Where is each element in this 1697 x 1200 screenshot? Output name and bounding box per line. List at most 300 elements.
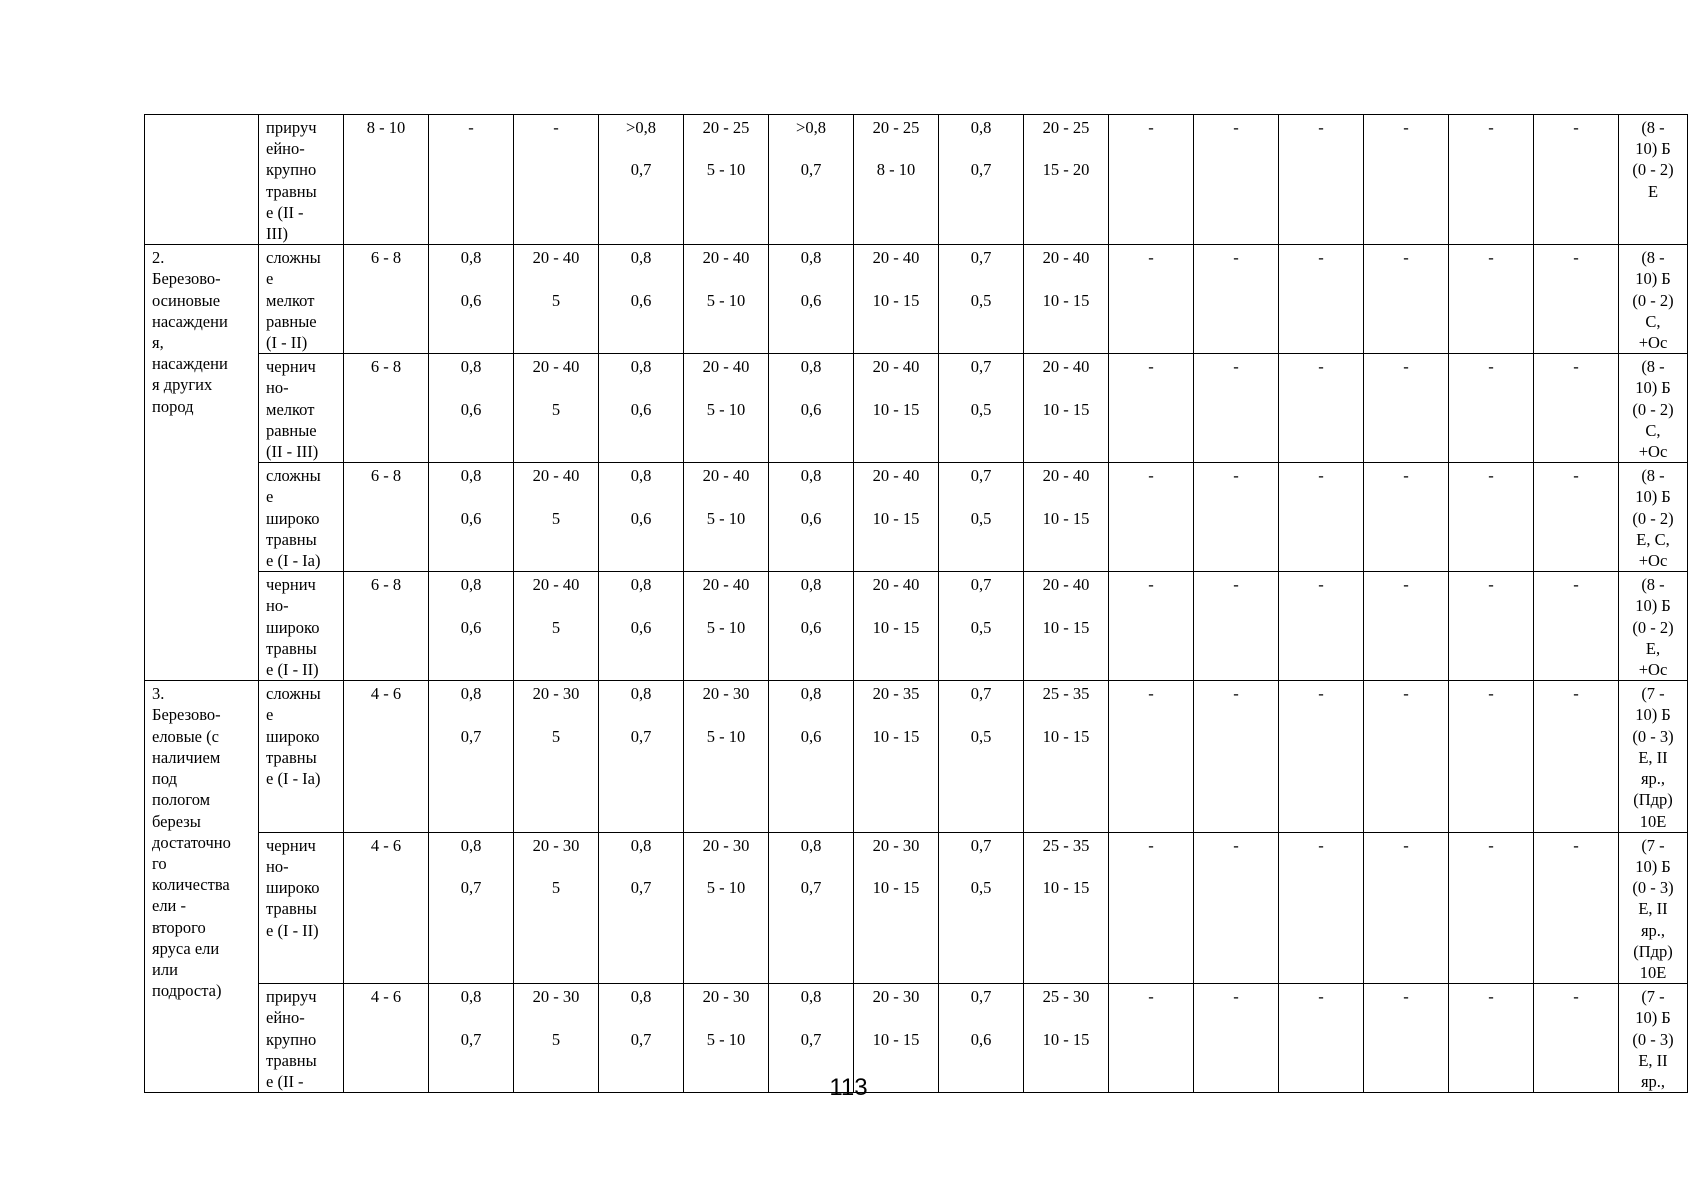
composition-line: Е, [1645, 638, 1661, 658]
value-text: 0,7 [970, 684, 992, 704]
composition-line: +Ос [1638, 551, 1668, 571]
composition-line: яр., [1640, 1071, 1666, 1091]
stand-group-line: яруса ели [152, 938, 220, 958]
value-cell-c7 [684, 463, 769, 572]
dash-text: - [1403, 118, 1409, 137]
value-cell-c4 [429, 245, 514, 354]
composition-line: 10) Б [1635, 705, 1671, 725]
value-text: 0,8 [630, 466, 652, 486]
forest-type-line: но- [266, 378, 289, 398]
composition-line: (0 - 2) [1632, 508, 1674, 528]
value-text: 20 - 30 [702, 987, 750, 1007]
composition-line: (7 - [1641, 835, 1665, 855]
value-text: 0,8 [800, 466, 822, 486]
value-text: 20 - 40 [532, 575, 580, 595]
composition-line: 10) Б [1635, 856, 1671, 876]
value-text: 0,6 [630, 508, 652, 528]
forest-type-line: прируч [266, 987, 317, 1007]
value-cell-c3 [344, 115, 429, 245]
dash-text: - [1403, 684, 1409, 704]
value-cell-c5 [514, 245, 599, 354]
composition-line: Е [1647, 181, 1659, 201]
stand-group-line: пород [152, 396, 194, 416]
dash-text: - [1488, 248, 1494, 268]
dash-text: - [1403, 466, 1409, 486]
value-cell-c6 [599, 245, 684, 354]
forest-type-line: равные [266, 420, 317, 440]
value-cell-c11 [1024, 463, 1109, 572]
empty-value-cell [1449, 832, 1534, 983]
value-text: 0,5 [970, 399, 992, 419]
forest-type-line: широко [266, 617, 320, 637]
composition-line: (0 - 2) [1632, 617, 1674, 637]
dash-text: - [1573, 684, 1579, 704]
empty-value-cell [1449, 681, 1534, 832]
stand-group-line: насаждени [152, 311, 228, 331]
value-cell-c3 [344, 832, 429, 983]
forest-type-cell [259, 115, 344, 245]
value-text: 20 - 40 [1042, 575, 1090, 595]
forest-type-line: прируч [266, 118, 317, 137]
value-text: 0,8 [460, 835, 482, 855]
table-row [145, 463, 1688, 572]
page-number: 113 [829, 1074, 868, 1101]
dash-text: - [1233, 118, 1239, 137]
value-text: 10 - 15 [1042, 617, 1090, 637]
forest-stand-table [144, 114, 1688, 1093]
forest-type-line: чернич [266, 575, 316, 595]
stand-group-cell [145, 245, 259, 681]
value-text: 0,5 [970, 726, 992, 746]
empty-value-cell [1194, 681, 1279, 832]
stand-group-line: 3. [152, 684, 165, 704]
value-text: 20 - 30 [872, 987, 920, 1007]
empty-value-cell [1364, 832, 1449, 983]
value-cell-c4 [429, 115, 514, 245]
value-text: 10 - 15 [872, 1029, 920, 1049]
empty-value-cell [1449, 463, 1534, 572]
stand-group-line: я других [152, 375, 213, 395]
value-text: 20 - 25 [1042, 118, 1090, 137]
value-text: 10 - 15 [872, 726, 920, 746]
value-text: 10 - 15 [1042, 1029, 1090, 1049]
value-text: 10 - 15 [1042, 878, 1090, 898]
composition-line: 10) Б [1635, 596, 1671, 616]
value-text: 0,6 [460, 290, 482, 310]
empty-value-cell [1279, 354, 1364, 463]
value-text: 10 - 15 [872, 878, 920, 898]
value-cell-c11 [1024, 681, 1109, 832]
composition-line: (0 - 3) [1632, 726, 1674, 746]
value-cell-c9 [854, 572, 939, 681]
value-cell-c4 [429, 354, 514, 463]
value-cell-c4 [429, 572, 514, 681]
forest-type-line: широко [266, 726, 320, 746]
value-text: 0,7 [970, 575, 992, 595]
value-cell-c6 [599, 572, 684, 681]
stand-group-cell-empty [145, 115, 259, 245]
value-text: 5 - 10 [706, 160, 746, 180]
forest-type-line: е (I - II) [266, 920, 319, 940]
forest-type-cell [259, 463, 344, 572]
value-text: 0,8 [630, 835, 652, 855]
composition-line: (8 - [1641, 575, 1665, 595]
value-text: 20 - 30 [702, 684, 750, 704]
empty-value-cell [1534, 572, 1619, 681]
composition-line: (0 - 3) [1632, 1029, 1674, 1049]
empty-value-cell [1364, 115, 1449, 245]
dash-text: - [1488, 357, 1494, 377]
forest-type-line: крупно [266, 160, 317, 180]
value-text: 0,7 [460, 1029, 482, 1049]
dash-text: - [1148, 575, 1154, 595]
dash-text: - [1488, 118, 1494, 137]
dash-text: - [1233, 248, 1239, 268]
dash-text: - [1488, 835, 1494, 855]
value-cell-c9 [854, 245, 939, 354]
value-text: 5 [551, 726, 561, 746]
empty-value-cell [1109, 832, 1194, 983]
forest-type-cell [259, 245, 344, 354]
composition-line: С, [1645, 420, 1661, 440]
composition-line: 10Е [1639, 811, 1667, 831]
empty-value-cell [1109, 354, 1194, 463]
value-cell-c9 [854, 463, 939, 572]
empty-value-cell [1109, 245, 1194, 354]
value-cell-c11 [1024, 115, 1109, 245]
dash-text: - [1148, 118, 1154, 137]
value-text: 0,8 [630, 987, 652, 1007]
empty-value-cell [1194, 463, 1279, 572]
composition-line: (0 - 2) [1632, 290, 1674, 310]
forest-type-cell [259, 572, 344, 681]
value-text: 5 [551, 1029, 561, 1049]
value-cell-c8 [769, 115, 854, 245]
forest-type-line: травны [266, 1050, 317, 1070]
forest-type-line: сложны [266, 248, 321, 268]
value-text: 20 - 40 [872, 248, 920, 268]
value-cell-c9 [854, 115, 939, 245]
composition-cell [1619, 245, 1688, 354]
value-cell-c5 [514, 832, 599, 983]
dash-text: - [1233, 987, 1239, 1007]
stand-group-line: достаточно [152, 832, 231, 852]
value-text: 0,8 [800, 357, 822, 377]
value-cell-c7 [684, 245, 769, 354]
dash-text: - [1573, 357, 1579, 377]
dash-text: - [1233, 357, 1239, 377]
composition-line: яр., [1640, 920, 1666, 940]
value-text: 0,8 [460, 987, 482, 1007]
value-cell-c11 [1024, 245, 1109, 354]
dash-text: - [1318, 835, 1324, 855]
forest-type-line: широко [266, 508, 320, 528]
dash-text: - [1233, 466, 1239, 486]
value-cell-c8 [769, 354, 854, 463]
value-cell-c6 [599, 463, 684, 572]
value-cell-c3 [344, 245, 429, 354]
forest-type-cell [259, 681, 344, 832]
forest-type-line: равные [266, 311, 317, 331]
value-cell-c7 [684, 354, 769, 463]
forest-type-line: мелкот [266, 399, 315, 419]
empty-value-cell [1194, 354, 1279, 463]
table-row [145, 245, 1688, 354]
value-text: 20 - 40 [532, 466, 580, 486]
value-text: 10 - 15 [1042, 508, 1090, 528]
empty-value-cell [1109, 115, 1194, 245]
value-text: 0,6 [800, 399, 822, 419]
value-text: 0,8 [460, 248, 482, 268]
value-text: 0,7 [630, 1029, 652, 1049]
composition-line: (8 - [1641, 118, 1665, 137]
value-cell-c10 [939, 245, 1024, 354]
dash-text: - [1233, 835, 1239, 855]
composition-cell [1619, 832, 1688, 983]
value-text: 0,5 [970, 508, 992, 528]
value-cell-c8 [769, 681, 854, 832]
composition-line: +Ос [1638, 333, 1668, 353]
value-text: 20 - 40 [702, 248, 750, 268]
value-text: 0,6 [460, 399, 482, 419]
dash-text: - [1233, 684, 1239, 704]
forest-type-line: травны [266, 638, 317, 658]
value-cell-c6 [599, 354, 684, 463]
value-text: 4 - 6 [370, 684, 402, 704]
forest-type-cell [259, 354, 344, 463]
value-cell-c10 [939, 354, 1024, 463]
value-text: 5 [551, 290, 561, 310]
forest-type-line: е [266, 705, 274, 725]
dash-text: - [1148, 835, 1154, 855]
value-cell-c7 [684, 115, 769, 245]
value-cell-c5 [514, 681, 599, 832]
empty-value-cell [1364, 354, 1449, 463]
value-text: 0,6 [460, 508, 482, 528]
stand-group-line: я, [152, 333, 164, 353]
table-row [145, 681, 1688, 832]
stand-group-line: под [152, 769, 177, 789]
value-text: 4 - 6 [370, 835, 402, 855]
value-cell-c6 [599, 115, 684, 245]
value-text: 20 - 40 [532, 357, 580, 377]
value-cell-c5 [514, 463, 599, 572]
dash-text: - [1403, 835, 1409, 855]
value-text: 6 - 8 [370, 357, 402, 377]
value-text: 10 - 15 [872, 508, 920, 528]
value-text: 6 - 8 [370, 248, 402, 268]
value-cell-c9 [854, 681, 939, 832]
value-text: 20 - 40 [1042, 248, 1090, 268]
value-text: 0,8 [460, 466, 482, 486]
value-text: 0,6 [630, 290, 652, 310]
empty-value-cell [1449, 115, 1534, 245]
dash-text: - [1318, 118, 1324, 137]
value-text: 0,7 [630, 726, 652, 746]
forest-type-line: III) [266, 224, 288, 244]
composition-line: С, [1645, 311, 1661, 331]
composition-line: Е, II [1638, 747, 1668, 767]
empty-value-cell [1194, 115, 1279, 245]
value-text: 0,7 [630, 160, 652, 180]
value-text: 0,8 [800, 575, 822, 595]
value-text: 5 - 10 [706, 290, 746, 310]
value-cell-c9 [854, 354, 939, 463]
stand-group-line: или [152, 959, 178, 979]
stand-group-line: осиновые [152, 290, 221, 310]
stand-group-line: наличием [152, 747, 221, 767]
forest-type-line: крупно [266, 1029, 317, 1049]
empty-value-cell [1534, 463, 1619, 572]
value-text: 20 - 40 [702, 466, 750, 486]
value-text: 0,7 [970, 248, 992, 268]
value-text: 5 - 10 [706, 617, 746, 637]
value-text: - [553, 118, 559, 137]
empty-value-cell [1534, 245, 1619, 354]
composition-line: 10) Б [1635, 487, 1671, 507]
value-text: 0,7 [970, 835, 992, 855]
value-cell-c4 [429, 681, 514, 832]
value-text: 0,8 [800, 684, 822, 704]
value-cell-c4 [429, 463, 514, 572]
value-cell-c7 [684, 572, 769, 681]
value-cell-c8 [769, 463, 854, 572]
value-text: 0,6 [800, 726, 822, 746]
forest-type-line: мелкот [266, 290, 315, 310]
empty-value-cell [1534, 115, 1619, 245]
stand-group-line: еловые (с [152, 726, 219, 746]
value-text: 10 - 15 [872, 617, 920, 637]
composition-line: 10) Б [1635, 269, 1671, 289]
composition-cell [1619, 115, 1688, 245]
composition-line: (Пдр) [1633, 941, 1673, 961]
value-cell-c9 [854, 832, 939, 983]
forest-type-line: е [266, 487, 274, 507]
forest-type-line: чернич [266, 835, 316, 855]
dash-text: - [1148, 684, 1154, 704]
forest-type-cell [259, 832, 344, 983]
dash-text: - [1573, 248, 1579, 268]
forest-type-line: (I - II) [266, 333, 308, 353]
value-cell-c10 [939, 572, 1024, 681]
value-text: 20 - 25 [702, 118, 750, 137]
dash-text: - [1403, 248, 1409, 268]
value-cell-c3 [344, 463, 429, 572]
value-text: 0,8 [630, 575, 652, 595]
composition-cell [1619, 681, 1688, 832]
value-text: 0,6 [970, 1029, 992, 1049]
value-text: 0,6 [800, 290, 822, 310]
empty-value-cell [1534, 681, 1619, 832]
empty-value-cell [1449, 354, 1534, 463]
value-text: 20 - 40 [872, 357, 920, 377]
composition-line: (8 - [1641, 357, 1665, 377]
value-text: 0,8 [630, 357, 652, 377]
value-text: 4 - 6 [370, 987, 402, 1007]
value-text: 15 - 20 [1042, 160, 1090, 180]
value-text: 10 - 15 [872, 290, 920, 310]
dash-text: - [1318, 357, 1324, 377]
value-text: 6 - 8 [370, 466, 402, 486]
stand-group-cell [145, 681, 259, 1093]
stand-group-line: насаждени [152, 354, 228, 374]
dash-text: - [1403, 357, 1409, 377]
forest-type-line: сложны [266, 684, 321, 704]
composition-line: 10) Б [1635, 378, 1671, 398]
empty-value-cell [1109, 681, 1194, 832]
dash-text: - [1233, 575, 1239, 595]
dash-text: - [1148, 248, 1154, 268]
value-cell-c10 [939, 681, 1024, 832]
composition-line: 10Е [1639, 962, 1667, 982]
dash-text: - [1488, 466, 1494, 486]
value-cell-c11 [1024, 832, 1109, 983]
empty-value-cell [1279, 245, 1364, 354]
dash-text: - [1573, 835, 1579, 855]
composition-line: +Ос [1638, 660, 1668, 680]
value-text: 25 - 35 [1042, 835, 1090, 855]
empty-value-cell [1279, 572, 1364, 681]
value-text: 0,7 [800, 878, 822, 898]
dash-text: - [1318, 575, 1324, 595]
dash-text: - [1488, 987, 1494, 1007]
forest-type-line: но- [266, 596, 289, 616]
value-text: 20 - 35 [872, 684, 920, 704]
value-text: 20 - 40 [702, 575, 750, 595]
empty-value-cell [1449, 572, 1534, 681]
empty-value-cell [1364, 572, 1449, 681]
composition-line: (0 - 3) [1632, 878, 1674, 898]
value-text: 6 - 8 [370, 575, 402, 595]
dash-text: - [1403, 987, 1409, 1007]
value-text: 0,6 [630, 617, 652, 637]
stand-group-line: пологом [152, 790, 211, 810]
stand-group-line: подроста) [152, 981, 222, 1001]
value-text: 0,8 [630, 248, 652, 268]
value-text: 0,8 [460, 357, 482, 377]
forest-type-line: е (I - II) [266, 660, 319, 680]
value-text: 0,7 [970, 357, 992, 377]
value-text: 0,5 [970, 617, 992, 637]
empty-value-cell [1364, 463, 1449, 572]
empty-value-cell [1194, 572, 1279, 681]
value-text: 0,7 [970, 466, 992, 486]
value-text: 0,7 [970, 987, 992, 1007]
value-text: 0,5 [970, 878, 992, 898]
composition-line: (0 - 2) [1632, 160, 1674, 180]
composition-cell [1619, 354, 1688, 463]
value-text: 20 - 40 [872, 575, 920, 595]
empty-value-cell [1279, 681, 1364, 832]
stand-group-line: го [152, 853, 167, 873]
composition-line: (7 - [1641, 987, 1665, 1007]
dash-text: - [1488, 575, 1494, 595]
value-cell-c11 [1024, 354, 1109, 463]
value-cell-c4 [429, 832, 514, 983]
value-cell-c10 [939, 115, 1024, 245]
value-text: 10 - 15 [1042, 290, 1090, 310]
table-row [145, 572, 1688, 681]
composition-line: 10) Б [1635, 1008, 1671, 1028]
dash-text: - [1403, 575, 1409, 595]
forest-type-line: широко [266, 878, 320, 898]
value-text: 5 - 10 [706, 726, 746, 746]
value-text: 0,5 [970, 290, 992, 310]
value-text: - [468, 118, 474, 137]
value-text: 10 - 15 [872, 399, 920, 419]
value-cell-c8 [769, 832, 854, 983]
dash-text: - [1318, 987, 1324, 1007]
